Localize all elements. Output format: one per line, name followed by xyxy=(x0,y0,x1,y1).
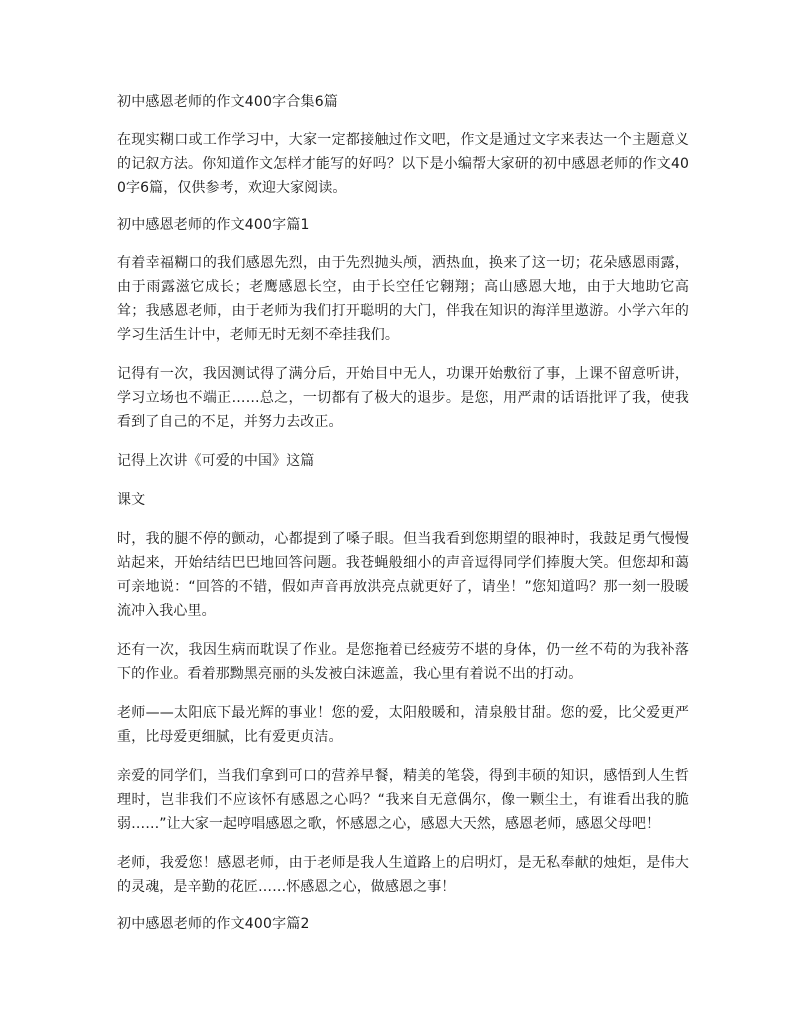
paragraph-5: 时，我的腿不停的颤动，心都提到了嗓子眼。但当我看到您期望的眼神时，我鼓足勇气慢慢站起来，开始结结巴巴地回答问题。我苍蝇般细小的声音逗得同学们捧腹大笑。但您却和蔼可亲地说：“回答的不错，假如声音再放洪亮点就更好了，请坐！”您知道吗？那一刻一股暖流冲入我心里。 xyxy=(117,531,689,619)
section-1-heading: 初中感恩老师的作文400字篇1 xyxy=(117,217,310,233)
paragraph-3: 记得上次讲《可爱的中国》这篇 xyxy=(117,453,315,469)
section-2-heading: 初中感恩老师的作文400字篇2 xyxy=(117,916,310,932)
paragraph-4: 课文 xyxy=(117,492,146,508)
paragraph-7: 老师——太阳底下最光辉的事业！您的爱，太阳般暖和，清泉般甘甜。您的爱，比父爱更严重，比母爱更细腻，比有爱更贞洁。 xyxy=(117,705,689,745)
paragraph-9: 老师，我爱您！感恩老师，由于老师是我人生道路上的启明灯，是无私奉献的烛炬，是伟大的灵魂，是辛勤的花匠……怀感恩之心，做感恩之事！ xyxy=(117,855,689,895)
paragraph-8: 亲爱的同学们，当我们拿到可口的营养早餐，精美的笔袋，得到丰硕的知识，感悟到人生哲理时，岂非我们不应该怀有感恩之心吗？“我来自无意偶尔，像一颗尘土，有谁看出我的脆弱……”让大家一起哼唱感恩之歌，怀感恩之心，感恩大天然，感恩老师，感恩父母吧！ xyxy=(117,768,689,832)
paragraph-1: 有着幸福糊口的我们感恩先烈，由于先烈抛头颅，洒热血，换来了这一切；花朵感恩雨露，由于雨露滋它成长；老鹰感恩长空，由于长空任它翱翔；高山感恩大地，由于大地助它高耸；我感恩老师，由于老师为我们打开聪明的大门，伴我在知识的海洋里遨游。小学六年的学习生活生计中，老师无时无刻不牵挂我们。 xyxy=(117,255,689,343)
paragraph-2: 记得有一次，我因测试得了满分后，开始目中无人，功课开始敷衍了事，上课不留意听讲，学习立场也不端正……总之，一切都有了极大的退步。是您，用严肃的话语批评了我，使我看到了自己的不足，并努力去改正。 xyxy=(117,366,689,430)
paragraph-6: 还有一次，我因生病而耽误了作业。是您拖着已经疲劳不堪的身体，仍一丝不苟的为我补落下的作业。看着那黝黑亮丽的头发被白沫遮盖，我心里有着说不出的打动。 xyxy=(117,642,689,682)
intro-paragraph: 在现实糊口或工作学习中，大家一定都接触过作文吧，作文是通过文字来表达一个主题意义的记叙方法。你知道作文怎样才能写的好吗？以下是小编帮大家研的初中感恩老师的作文400字6篇，仅供参考，欢迎大家阅读。 xyxy=(117,132,689,196)
document-page xyxy=(117,92,689,950)
document-title: 初中感恩老师的作文400字合集6篇 xyxy=(117,94,339,110)
